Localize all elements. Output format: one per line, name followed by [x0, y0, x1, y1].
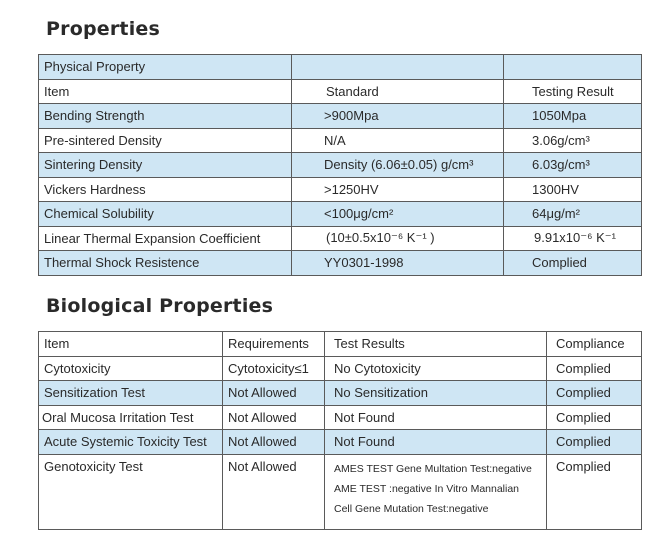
cell-result: 1300HV — [504, 177, 642, 202]
cell-standard: >1250HV — [292, 177, 504, 202]
cell-item: Cytotoxicity — [39, 356, 223, 381]
table-group-row — [39, 55, 642, 80]
column-header-item: Item — [39, 332, 223, 357]
column-header-test-results: Test Results — [325, 332, 547, 357]
properties-heading: Properties — [46, 18, 160, 40]
cell-standard: (10±0.5x10⁻⁶ K⁻¹ ) — [292, 226, 504, 251]
biological-properties-table — [38, 331, 642, 530]
cell-compliance: Complied — [547, 405, 642, 430]
cell-item: Chemical Solubility — [39, 202, 292, 227]
cell-item: Thermal Shock Resistence — [39, 251, 292, 276]
cell-standard: >900Mpa — [292, 104, 504, 129]
table-row — [39, 356, 642, 381]
table-row — [39, 226, 642, 251]
physical-properties-table — [38, 54, 642, 276]
cell-requirement: Not Allowed — [223, 430, 325, 455]
table-row — [39, 104, 642, 129]
result-line: AMES TEST Gene Multation Test:negative — [334, 462, 532, 475]
cell-result: 64μg/m² — [504, 202, 642, 227]
cell-compliance: Complied — [547, 454, 642, 529]
cell-test-result: No Sensitization — [325, 381, 547, 406]
cell-test-result: Not Found — [325, 430, 547, 455]
cell-compliance: Complied — [547, 430, 642, 455]
table-row — [39, 251, 642, 276]
cell-result: Complied — [504, 251, 642, 276]
table-row — [39, 454, 642, 529]
result-line: Cell Gene Mutation Test:negative — [334, 502, 489, 515]
cell-result: 6.03g/cm³ — [504, 153, 642, 178]
cell-standard: YY0301-1998 — [292, 251, 504, 276]
cell-result: 9.91x10⁻⁶ K⁻¹ — [504, 226, 642, 251]
column-header-standard: Standard — [292, 79, 504, 104]
result-line: AME TEST :negative In Vitro Mannalian — [334, 482, 520, 495]
group-header-cell: Physical Property — [39, 55, 292, 80]
group-header-blank — [292, 55, 504, 80]
table-row — [39, 381, 642, 406]
column-header-requirements: Requirements — [223, 332, 325, 357]
cell-standard: <100μg/cm² — [292, 202, 504, 227]
column-header-item: Item — [39, 79, 292, 104]
cell-requirement: Cytotoxicity≤1 — [223, 356, 325, 381]
cell-standard: Density (6.06±0.05) g/cm³ — [292, 153, 504, 178]
column-header-result: Testing Result — [504, 79, 642, 104]
table-row — [39, 128, 642, 153]
cell-compliance: Complied — [547, 381, 642, 406]
table-header-row — [39, 332, 642, 357]
cell-standard: N/A — [292, 128, 504, 153]
cell-result: 3.06g/cm³ — [504, 128, 642, 153]
cell-item: Sensitization Test — [39, 381, 223, 406]
table-row — [39, 177, 642, 202]
cell-item: Sintering Density — [39, 153, 292, 178]
cell-requirement: Not Allowed — [223, 405, 325, 430]
column-header-compliance: Compliance — [547, 332, 642, 357]
cell-test-result: No Cytotoxicity — [325, 356, 547, 381]
cell-requirement: Not Allowed — [223, 454, 325, 529]
cell-requirement: Not Allowed — [223, 381, 325, 406]
cell-compliance: Complied — [547, 356, 642, 381]
cell-item: Oral Mucosa Irritation Test — [39, 405, 223, 430]
table-row — [39, 153, 642, 178]
table-row — [39, 202, 642, 227]
cell-item: Bending Strength — [39, 104, 292, 129]
cell-item: Pre-sintered Density — [39, 128, 292, 153]
group-header-blank — [504, 55, 642, 80]
table-row — [39, 405, 642, 430]
cell-item: Linear Thermal Expansion Coefficient — [39, 226, 292, 251]
cell-item: Vickers Hardness — [39, 177, 292, 202]
biological-properties-heading: Biological Properties — [46, 295, 274, 317]
cell-result: 1050Mpa — [504, 104, 642, 129]
table-header-row — [39, 79, 642, 104]
cell-item: Genotoxicity Test — [39, 454, 223, 529]
cell-item: Acute Systemic Toxicity Test — [39, 430, 223, 455]
cell-test-result: Not Found — [325, 405, 547, 430]
cell-test-result-multiline — [325, 454, 547, 529]
table-row — [39, 430, 642, 455]
